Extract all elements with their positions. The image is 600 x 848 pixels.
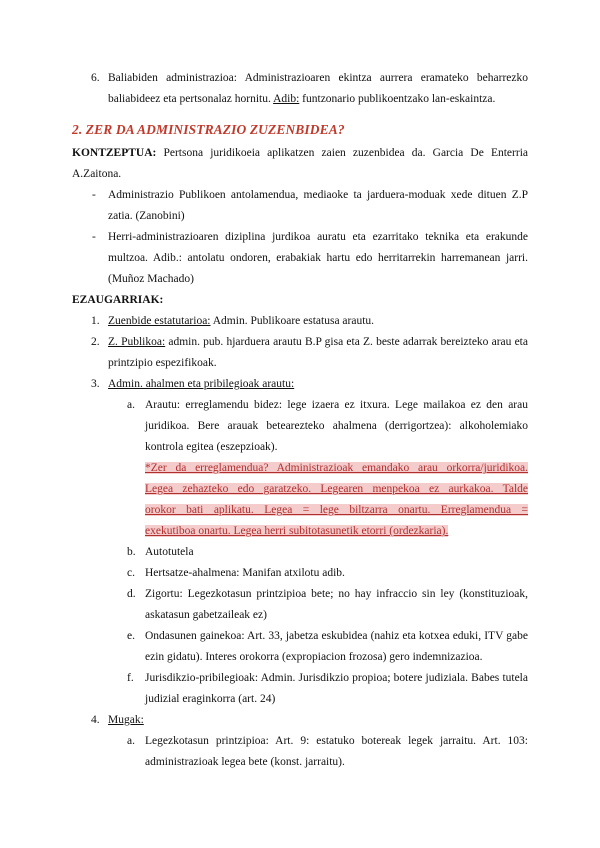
sublist-item: Autotutela (145, 546, 194, 558)
list-item-6: Baliabiden administrazioa: Administrazioaren ekintza aurrera eramateko beharrezko baliabideez eta pertsonalaz hornitu. Adib: funtzonario publikoentzako lan-eskaintza. (108, 72, 528, 105)
sublist-item: Hertsatze-ahalmena: Manifan atxilotu adib. (145, 567, 345, 579)
bullet-item: Administrazio Publikoen antolamendua, mediaoke ta jarduera-moduak xede dituen Z.P zatia. (Zanobini) (108, 189, 528, 222)
list-number: 1. (91, 315, 100, 327)
bullet-item: Herri-administrazioaren diziplina jurdikoa auratu eta ezarritako teknika eta erakunde multzoa. Adib.: antolatu ondoren, erabakiak hartu edo herritarrekin harremanean jarri. (Muñoz Machado) (108, 231, 528, 285)
bullet-dash: - (92, 189, 96, 201)
list-number: 3. (91, 378, 100, 390)
highlighted-note: *Zer da erreglamendua? Administrazioak emandako arau orkorra/juridikoa. Legea zehazteko edo garatzeko. Legearen menpekoa ez aurkakoa. Talde orokor bati aplikatu. Legea = lege biltzarra onartu. Erreglamendua = exekutiboa onartu. Legea herri subitotasunetik etorri (ordezkaria). (145, 462, 528, 537)
list-item: Admin. ahalmen eta pribilegioak arautu: (108, 378, 295, 390)
sublist-letter: a. (127, 735, 135, 747)
sublist-item: Zigortu: Legezkotasun printzipioa bete; no hay infraccio sin ley (konstituzioak, askatasun gabetzaileak ez) (145, 588, 528, 621)
kontzeptua-paragraph: KONTZEPTUA: Pertsona juridikoeia aplikatzen zaien zuzenbidea da. Garcia De Enterria A.Zaitona. (72, 147, 528, 180)
adib-label: Adib: (273, 93, 300, 105)
list-number: 4. (91, 714, 100, 726)
ezaugarriak-label: EZAUGARRIAK: (72, 294, 164, 306)
list-number: 6. (91, 72, 100, 84)
sublist-letter: f. (127, 672, 134, 684)
bullet-dash: - (92, 231, 96, 243)
sublist-letter: a. (127, 399, 135, 411)
list-number: 2. (91, 336, 100, 348)
section-heading: 2. ZER DA ADMINISTRAZIO ZUZENBIDEA? (72, 122, 345, 137)
kontzeptua-label: KONTZEPTUA: (72, 147, 157, 159)
sublist-item: Jurisdikzio-pribilegioak: Admin. Jurisdikzio propioa; botere judiziala. Babes tutela judizial eraginkorra (art. 24) (145, 672, 528, 705)
sublist-letter: d. (127, 588, 136, 600)
mugak-label: Mugak: (108, 714, 144, 726)
sublist-letter: e. (127, 630, 135, 642)
sublist-item: Ondasunen gainekoa: Art. 33, jabetza eskubidea (nahiz eta kotxea eduki, ITV gabe ezin gidatu). Interes orokorra (expropiacion frozosa) gero indemnizazioa. (145, 630, 528, 663)
sublist-item: Arautu: erreglamendu bidez: lege izaera ez itxura. Lege mailakoa ez den arau juridikoa. Bere arauak betearezteko ahalmena (derrigortzea): alkoholemiako kontrola egitea (eszepzioak). (145, 399, 528, 453)
sublist-item: Legezkotasun printzipioa: Art. 9: estatuko botereak legek jarraitu. Art. 103: administrazioak legea bete (konst. jarraitu). (145, 735, 528, 768)
sublist-letter: c. (127, 567, 135, 579)
sublist-letter: b. (127, 546, 136, 558)
list-item: Zuenbide estatutarioa: Admin. Publikoare estatusa arautu. (108, 315, 375, 327)
list-item: Z. Publikoa: admin. pub. hjarduera arautu B.P gisa eta Z. beste adarrak bereizteko arau eta printzipio espezifikoak. (108, 336, 528, 369)
